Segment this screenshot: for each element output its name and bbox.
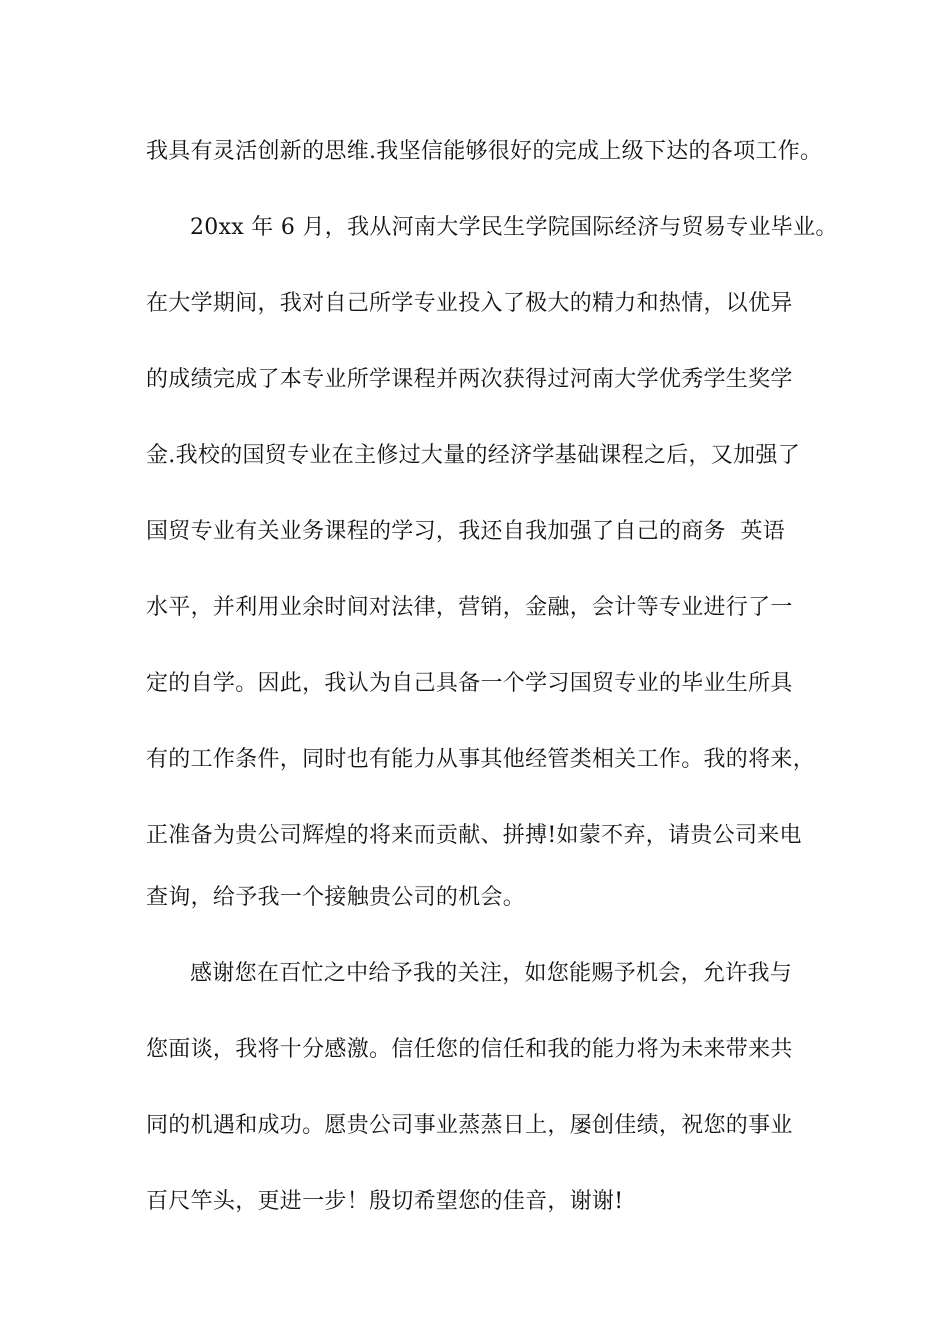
text-line-2: 20xx 年 6 月，我从河南大学民生学院国际经济与贸易专业毕业。 <box>190 215 838 240</box>
text-line-15: 百尺竿头，更进一步！殷切希望您的佳音，谢谢! <box>146 1189 624 1214</box>
text-line-6: 国贸专业有关业务课程的学习，我还自我加强了自己的商务 英语 <box>146 519 785 544</box>
text-line-11: 查询，给予我一个接触贵公司的机会。 <box>146 885 526 910</box>
text-line-12: 感谢您在百忙之中给予我的关注，如您能赐予机会，允许我与 <box>190 961 793 986</box>
text-line-14: 同的机遇和成功。愿贵公司事业蒸蒸日上，屡创佳绩，祝您的事业 <box>146 1113 793 1138</box>
text-line-5: 金.我校的国贸专业在主修过大量的经济学基础课程之后，又加强了 <box>146 443 800 468</box>
text-line-3: 在大学期间，我对自己所学专业投入了极大的精力和热情，以优异 <box>146 291 793 316</box>
text-line-4: 的成绩完成了本专业所学课程并两次获得过河南大学优秀学生奖学 <box>146 367 793 392</box>
text-line-13: 您面谈，我将十分感激。信任您的信任和我的能力将为未来带来共 <box>146 1037 793 1062</box>
text-line-8: 定的自学。因此，我认为自己具备一个学习国贸专业的毕业生所具 <box>146 671 793 696</box>
text-line-1: 我具有灵活创新的思维.我坚信能够很好的完成上级下达的各项工作。 <box>146 139 823 164</box>
text-line-7: 水平，并利用业余时间对法律，营销，金融，会计等专业进行了一 <box>146 595 793 620</box>
text-line-10: 正准备为贵公司辉煌的将来而贡献、拼搏!如蒙不弃，请贵公司来电 <box>146 823 802 848</box>
text-line-9: 有的工作条件，同时也有能力从事其他经管类相关工作。我的将来， <box>146 747 816 772</box>
